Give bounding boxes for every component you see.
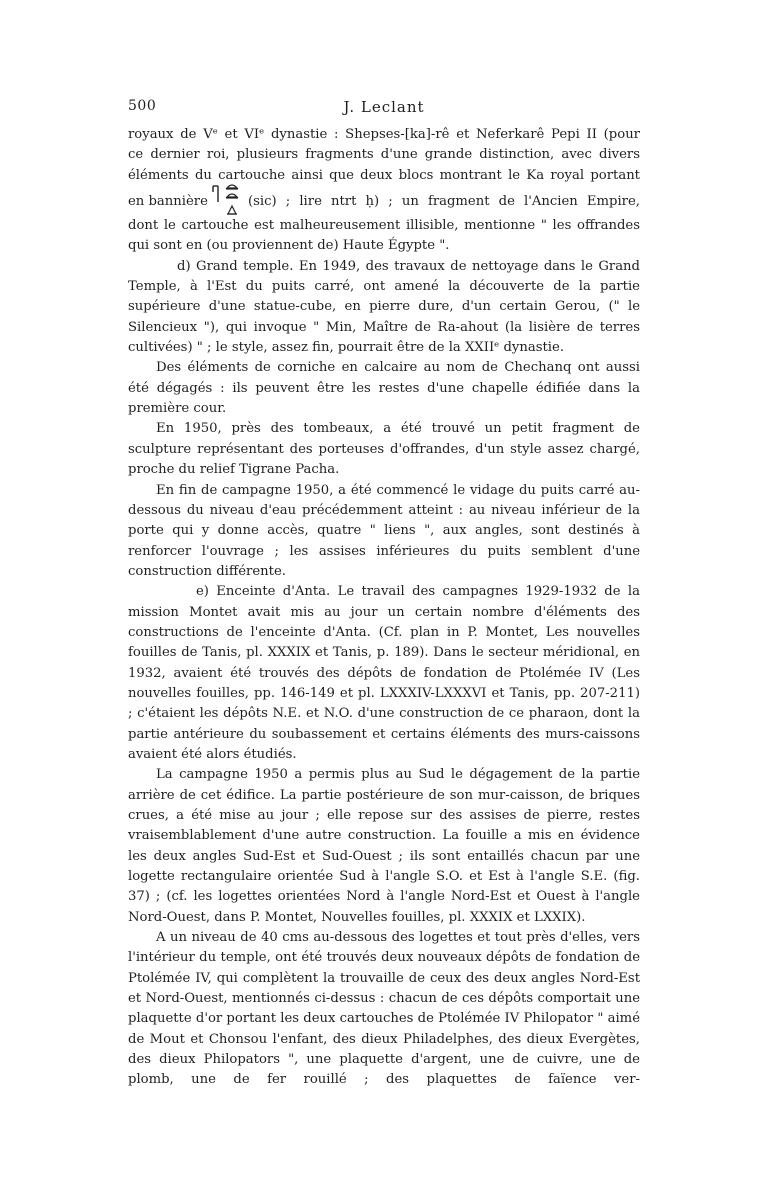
paragraph-grand-temple: d) Grand temple. En 1949, des travaux de nettoyage dans le Grand Temple, à l'Est du puits carré, ont amené la découverte de la partie supérieure d'une statue-cube, en pierre dure, d'un certain Gerou, (" le Silencieux "), qui invoque " Min, Maître de Ra-ahout (la lisière de terres cultivées) " ; le style, assez fin, pourrait être de la XXIIᵉ dynastie.	[128, 258, 640, 356]
running-head: J. Leclant	[343, 98, 425, 116]
banner-line	[128, 186, 640, 216]
page-header	[128, 98, 640, 122]
banner-text: en bannière	[128, 194, 208, 210]
hieroglyph-icon	[212, 180, 242, 220]
paragraph-line: dont le cartouche est malheureusement illisible, mentionne " les offrandes	[128, 218, 640, 234]
paragraph-puits: En fin de campagne 1950, a été commencé le vidage du puits carré au-dessous du niveau d'eau précédemment atteint : au niveau inférieur de la porte qui y donne accès, quatre " liens ", aux angles, sont destinés à renforcer l'ouvrage ; les assises inférieures du puits semblent d'une construction différente.	[128, 482, 640, 579]
paragraph-sculpture: En 1950, près des tombeaux, a été trouvé un petit fragment de sculpture représentant des porteuses d'offrandes, d'un style assez chargé, proche du relief Tigrane Pacha.	[128, 421, 640, 478]
paragraph-line-last: qui sont en (ou proviennent de) Haute Égypte ".	[128, 238, 450, 254]
paragraph-corniche: Des éléments de corniche en calcaire au nom de Chechanq ont aussi été dégagés : ils peuvent être les restes d'une chapelle édifiée dans la première cour.	[128, 360, 640, 417]
paragraph-campagne-1950: La campagne 1950 a permis plus au Sud le dégagement de la partie arrière de cet édifice. La partie postérieure de son mur-caisson, de briques crues, a été mise au jour ; elle repose sur des assises de pierre, restes vraisemblablement d'une autre construction. La fouille a mis en évidence les deux angles Sud-Est et Sud-Ouest ; ils sont entaillés chacun par une logette rectangulaire orientée Sud à l'angle S.O. et Est à l'angle S.E. (fig. 37) ; (cf. les logettes orientées Nord à l'angle Nord-Est et Ouest à l'angle Nord-Ouest, dans P. Montet, Nouvelles fouilles, pl. XXXIX et LXXIX).	[128, 767, 640, 925]
body-text	[128, 125, 640, 1091]
paragraph-enceinte-anta: e) Enceinte d'Anta. Le travail des campagnes 1929-1932 de la mission Montet avait mis au jour un certain nombre d'éléments des constructions de l'enceinte d'Anta. (Cf. plan in P. Montet, Les nouvelles fouilles de Tanis, pl. XXXIX et Tanis, p. 189). Dans le secteur méridional, en 1932, avaient été trouvés des dépôts de fondation de Ptolémée IV (Les nouvelles fouilles, pp. 146-149 et pl. LXXXIV-LXXXVI et Tanis, pp. 207-211) ; c'étaient les dépôts N.E. et N.O. d'une construction de ce pharaon, dont la partie antérieure du soubassement et certains éléments des murs-caissons avaient été alors étudiés.	[128, 584, 640, 762]
paragraph-line: royaux de Vᵉ et VIᵉ dynastie : Shepses-[ka]-rê et Neferkarê Pepi II (pour	[128, 127, 640, 142]
page-number: 500	[128, 98, 157, 114]
paragraph-line: ce dernier roi, plusieurs fragments d'une grande distinction, avec divers	[128, 147, 640, 163]
banner-text-cont: (sic) ; lire ntrt ḥ) ; un fragment de l'Ancien Empire,	[248, 194, 640, 210]
paragraph-line: éléments du cartouche ainsi que deux blocs montrant le Ka royal portant	[128, 167, 640, 183]
paragraph-depots: A un niveau de 40 cms au-dessous des logettes et tout près d'elles, vers l'intérieur du temple, ont été trouvés deux nouveaux dépôts de fondation de Ptolémée IV, qui complètent la trouvaille de ceux des deux angles Nord-Est et Nord-Ouest, mentionnés ci-dessus : chacun de ces dépôts comportait une plaquette d'or portant les deux cartouches de Ptolémée IV Philopator " aimé de Mout et Chonsou l'enfant, des dieux Philadelphes, des dieux Evergètes, des dieux Philopators ", une plaquette d'argent, une de cuivre, une de plomb, une de fer rouillé ; des plaquettes de faïence ver-	[128, 930, 640, 1088]
